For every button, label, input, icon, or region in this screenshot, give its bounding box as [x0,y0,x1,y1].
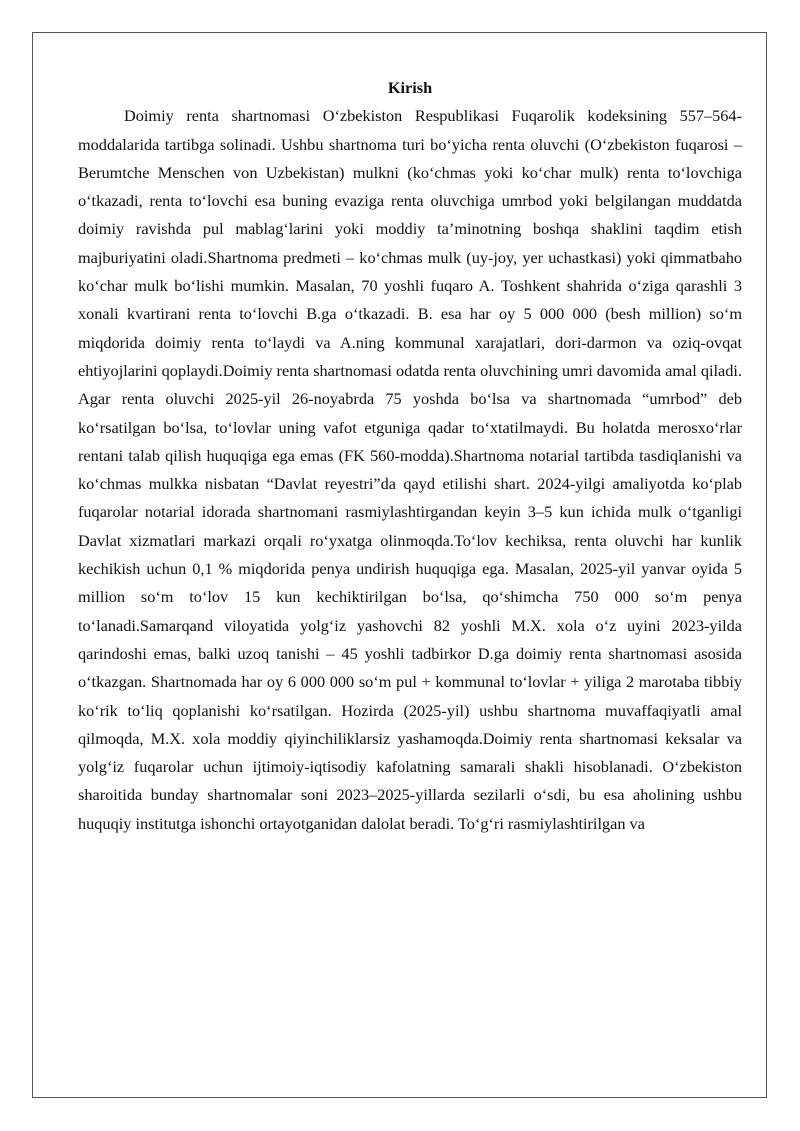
document-title: Kirish [387,78,433,97]
document-body [78,74,742,838]
paragraph: Doimiy renta shartnomasi O‘zbekiston Respublikasi Fuqarolik kodeksining 557–564-moddalarida tartibga solinadi. Ushbu shartnoma turi bo‘yicha renta oluvchi (O‘zbekiston fuqarosi – Berumtche Menschen von Uzbekistan) mulkni (ko‘chmas yoki ko‘char mulk) renta to‘lovchiga o‘tkazadi, renta to‘lovchi esa buning evaziga renta oluvchiga umrbod yoki belgilangan muddatda doimiy ravishda pul mablag‘larini yoki moddiy ta’minotning boshqa shaklini taqdim etish majburiyatini oladi.Shartnoma predmeti – ko‘chmas mulk (uy-joy, yer uchastkasi) yoki qimmatbaho ko‘char mulk bo‘lishi mumkin. Masalan, 70 yoshli fuqaro A. Toshkent shahrida o‘ziga qarashli 3 xonali kvartirani renta to‘lovchi B.ga o‘tkazadi. B. esa har oy 5 000 000 (besh million) so‘m miqdorida doimiy renta to‘laydi va A.ning kommunal xarajatlari, dori-darmon va oziq-ovqat ehtiyojlarini qoplaydi.Doimiy renta shartnomasi odatda renta oluvchining umri davomida amal qiladi. Agar renta oluvchi 2025-yil 26-noyabrda 75 yoshda bo‘lsa va shartnomada “umrbod” deb ko‘rsatilgan bo‘lsa, to‘lovlar uning vafot etguniga qadar to‘xtatilmaydi. Bu holatda merosxo‘rlar rentani talab qilish huquqiga ega emas (FK 560-modda).Shartnoma notarial tartibda tasdiqlanishi va ko‘chmas mulkka nisbatan “Davlat reyestri”da qayd etilishi shart. 2024-yilgi amaliyotda ko‘plab fuqarolar notarial idorada shartnomani rasmiylashtirgandan keyin 3–5 kun ichida mulk o‘tganligi Davlat xizmatlari markazi orqali ro‘yxatga olinmoqda.To‘lov kechiksa, renta oluvchi har kunlik kechikish uchun 0,1 % miqdorida penya undirish huquqiga ega. Masalan, 2025-yil yanvar oyida 5 million so‘m to‘lov 15 kun kechiktirilgan bo‘lsa, qo‘shimcha 750 000 so‘m penya to‘lanadi.Samarqand viloyatida yolg‘iz yashovchi 82 yoshli M.X. xola o‘z uyini 2023-yilda qarindoshi emas, balki uzoq tanishi – 45 yoshli tadbirkor D.ga doimiy renta shartnomasi asosida o‘tkazgan. Shartnomada har oy 6 000 000 so‘m pul + kommunal to‘lovlar + yiliga 2 marotaba tibbiy ko‘rik to‘liq qoplanishi ko‘rsatilgan. Hozirda (2025-yil) ushbu shartnoma muvaffaqiyatli amal qilmoqda, M.X. xola moddiy qiyinchiliklarsiz yashamoqda.Doimiy renta shartnomasi keksalar va yolg‘iz fuqarolar uchun ijtimoiy-iqtisodiy kafolatning samarali shakli hisoblanadi. O‘zbekiston sharoitida bunday shartnomalar soni 2023–2025-yillarda sezilarli o‘sdi, bu esa aholining ushbu huquqiy institutga ishonchi ortayotganidan dalolat beradi. To‘g‘ri rasmiylashtirilgan va [78,106,742,833]
